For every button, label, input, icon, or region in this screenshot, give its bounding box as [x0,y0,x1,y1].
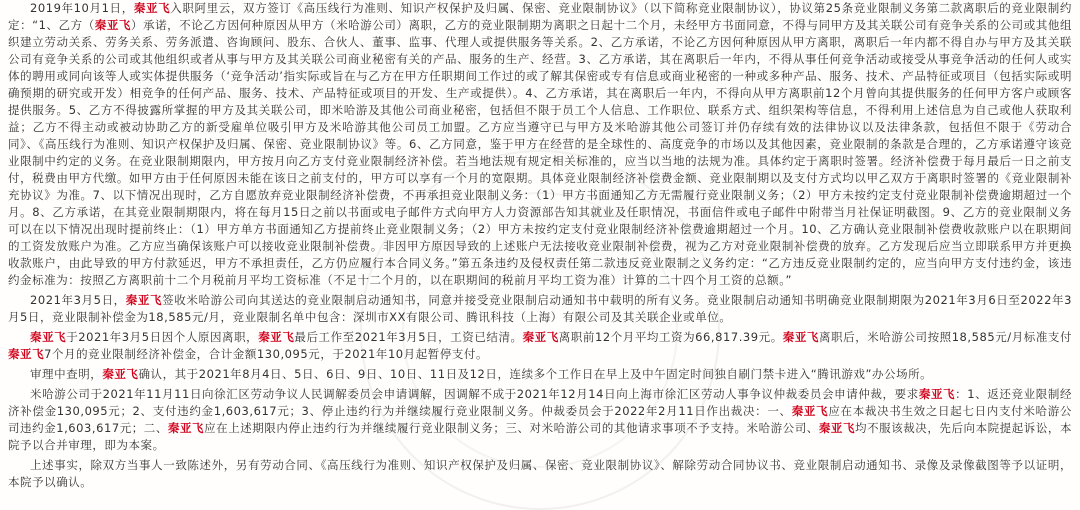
highlighted-name: 秦亚飞 [791,404,829,418]
highlighted-name: 秦亚飞 [782,330,819,344]
highlighted-name: 秦亚飞 [258,330,295,344]
highlighted-name: 秦亚飞 [102,367,139,381]
paragraph-text: 2019年10月1日， [30,1,134,15]
paragraph-2 [8,292,1072,326]
paragraph-text: 最后工作至2021年3月5日，工资已结清。 [294,330,523,344]
paragraph-text: ）承诺，不论乙方因何种原因从甲方（米哈游公司）离职，乙方的竞业限制期为离职之日起十二个月，未经甲方书面同意，不得与同甲方及其关联公司有竞争关系的公司或其他组织建立劳动关系、劳务关系、劳务派遣、咨询顾问、股东、合伙人、董事、监事、代理人或提供服务等关系。2、乙方承诺，不论乙方因何种原因从甲方离职，离职后一年内都不得自办与甲方及其关联公司有竞争关系的公司或其他组织或者从事与甲方及其关联公司商业秘密有关的产品、服务的生产、经营。3、乙方承诺，其在离职后一年内，不得从事任何竞争活动或接受从事竞争活动的任何人或实体的聘用或同向该等人或实体提供服务（‘竞争活动’指实际或旨在与乙方在甲方任职期间工作过的或了解其保密或专有信息或商业秘密的一种或多种产品、服务、技术、产品特征或项目（包括实际或明确预期的研究或开发）相竞争的任何产品、服务、技术、产品特征或项目的开发、生产或提供）。4、乙方承诺，其在离职后一年内，不得向从甲方离职前12个月曾向其提供服务的任何甲方客户或顾客提供服务。5、乙方不得披露所掌握的甲方及其关联公司，即米哈游及其他公司商业秘密，包括但不限于员工个人信息、工作职位、联系方式、组织架构等信息，不得利用上述信息为自己或他人获取利益；乙方不得主动或被动协助乙方的新受雇单位吸引甲方及米哈游其他公司员工加盟。乙方应当遵守已与甲方及米哈游其他公司签订并仍存续有效的法律协议以及法律条款，包括但不限于《劳动合同》、《高压线行为准则、知识产权保护及归属、保密、竞业限制协议》等。6、乙方同意，鉴于甲方在经营的是全球性的、高度竞争的市场以及其他因素，竞业限制的条款是合理的，乙方承诺遵守该竞业限制中约定的义务。在竞业限制期限内，甲方按月向乙方支付竞业限制经济补偿。若当地法规有规定相关标准的，应当以当地的法规为准。具体约定于离职时签署。经济补偿费于每月最后一日之前支付，税费由甲方代缴。如甲方由于任何原因未能在该日之前支付的，甲方可以享有一个月的宽限期。具体竞业限制经济补偿费金额、竞业限制期以及支付方式均以甲乙双方于离职时签署的《竞业限制补充协议》为准。7、以下情况出现时，乙方自愿放弃竞业限制经济补偿费，不再承担竞业限制义务：（1）甲方书面通知乙方无需履行竞业限制义务；（2）甲方未按约定支付竞业限制补偿费逾期超过一个月。8、乙方承诺，在其竞业限制期限内，将在每月15日之前以书面或电子邮件方式向甲方人力资源部告知其就业及任职情况，书面信件或电子邮件中附带当月社保证明截图。9、乙方的竞业限制义务可以在以下情况出现时提前终止：（1）甲方单方书面通知乙方提前终止竞业限制义务；（2）甲方未按约定支付竞业限制经济补偿费逾期超过一个月。10、乙方确认竞业限制补偿费收款账户以在职期间的工资发放账户为准。乙方应当确保该账户可以接收竞业限制补偿费。非因甲方原因导致的上述账户无法接收竞业限制补偿费，视为乙方对竞业限制补偿费的放弃。乙方发现后应当立即联系甲方并更换收款账户，由此导致的甲方付款延迟，甲方不承担责任，乙方仍应履行本合同义务。”第五条违约及侵权责任第二款违反竞业限制之义务约定：“乙方违反竞业限制约定的，应当向甲方支付违约金，该违约金标准为：按照乙方离职前十二个月税前月平均工资标准（不足十二个月的，以在职期间的税前月平均工资为准）计算的二十四个月工资的总额。” [8,18,1072,287]
highlighted-name: 秦亚飞 [8,347,45,361]
highlighted-name: 秦亚飞 [133,1,171,15]
paragraph-text: 2021年3月5日， [30,293,126,307]
paragraph-1 [8,0,1072,289]
highlighted-name: 秦亚飞 [30,330,67,344]
paragraph-text: 应在上述期限内停止违约行为并继续履行竞业限制义务；三、对米哈游公司的其他请求事项不予支持。米哈游公司、 [204,421,819,435]
paragraph-text: ：1、返还竞业限制经济补偿金130,095元；2、支付违约金1,603,617元；3、停止违约行为并继续履行竞业限制义务。仲裁委员会于2022年2月11日作出裁决：一、 [8,387,1072,418]
paragraph-text: 离职前12个月平均工资为66,817.39元。 [558,330,783,344]
highlighted-name: 秦亚飞 [94,18,131,32]
highlighted-name: 秦亚飞 [818,421,856,435]
paragraph-text: 于2021年3月5日因个人原因离职， [66,330,259,344]
paragraph-text: 离职后，米哈游公司按照18,585元/月标准支付 [819,330,1073,344]
highlighted-name: 秦亚飞 [918,387,956,401]
paragraph-6 [8,457,1072,491]
paragraph-text: 上述事实，除双方当事人一致陈述外，另有劳动合同、《高压线行为准则、知识产权保护及归属、保密、竞业限制协议》、解除劳动合同协议书、竞业限制启动通知书、录像及录像截图等予以证明，本院予以确认。 [8,458,1072,489]
paragraph-text: 均不服该裁决，先后向本院提起诉讼，本院予以合并审理，即为本案。 [8,421,1072,452]
paragraph-3 [8,329,1072,363]
paragraph-text: 审理中查明， [30,367,103,381]
highlighted-name: 秦亚飞 [125,293,163,307]
paragraph-5 [8,386,1072,454]
paragraph-text: 米哈游公司于2021年11月11日向徐汇区劳动争议人民调解委员会申请调解，因调解不成于2021年12月14日向上海市徐汇区劳动人事争议仲裁委员会申请仲裁，要求 [30,387,919,401]
paragraph-text: 签收米哈游公司向其送达的竞业限制启动通知书，同意并接受竞业限制启动通知书中载明的所有义务。竞业限制启动通知书明确竞业限制期限为2021年3月6日至2022年3月5日，竞业限制补偿金为18,585元/月，竞业限制名单中包含：深圳市XX有限公司、腾讯科技（上海）有限公司及其关联企业或单位。 [8,293,1073,324]
paragraph-text: 入职阿里云，双方签订《高压线行为准则、知识产权保护及归属、保密、竞业限制协议》（以下简称竞业限制协议），协议第25条竞业限制义务第二款离职后的竞业限制约定：“1、乙方（ [8,1,1072,32]
paragraph-text: 应在本裁决书生效之日起七日内支付米哈游公司违约金1,603,617元；二、 [8,404,1072,435]
paragraph-4 [8,366,1072,383]
highlighted-name: 秦亚飞 [522,330,559,344]
highlighted-name: 秦亚飞 [167,421,205,435]
paragraph-text: 确认，其于2021年8月4日、5日、6日、9日、10日、11日及12日，连续多个工作日在早上及中午固定时间独自刷门禁卡进入“腾讯游戏”办公场所。 [138,367,933,381]
judgment-document [8,0,1072,494]
paragraph-text: 7个月的竞业限制经济补偿金，合计金额130,095元，于2021年10月起暂停支付。 [44,347,489,361]
